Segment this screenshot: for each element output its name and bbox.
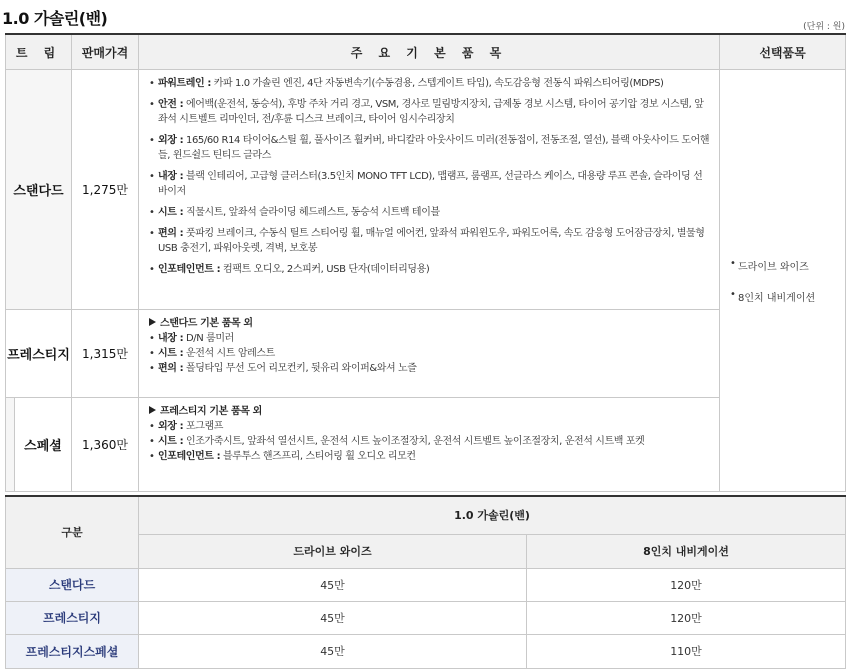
list-item: • 파워트레인 : 카파 1.0 가솔린 엔진, 4단 자동변속기(수동겸용, 스텝게이트 타입), 속도감응형 전동식 파워스티어링(MDPS) [149, 76, 711, 91]
header-items: 주 요 기 본 품 목 [139, 34, 720, 70]
trim-cell-special [6, 398, 72, 492]
option-item: • 드라이브 와이즈 [730, 258, 845, 273]
cell-value: 120만 [527, 568, 846, 601]
trim-name-standard: 스탠다드 [6, 70, 72, 310]
header-options: 선택품목 [720, 34, 846, 70]
list-item: • 안전 : 에어백(운전석, 동승석), 후방 주차 거리 경고, VSM, 경사로 밀림방지장치, 급제동 경보 시스템, 타이어 공기압 경보 시스템, 앞좌석 시트벨트 리마인더, 전/후륜 디스크 브레이크, 타이어 임시수리장치 [149, 97, 711, 127]
group-heading: 프레스티지 기본 품목 외 [149, 404, 711, 419]
header-engine-group: 1.0 가솔린(밴) [139, 496, 846, 534]
header-price: 판매가격 [72, 34, 139, 70]
items-standard [139, 70, 720, 310]
table-row [6, 634, 846, 668]
cell-value: 45만 [139, 568, 527, 601]
row-label: 프레스티지스페셜 [6, 634, 139, 668]
header-category: 구분 [6, 496, 139, 568]
items-prestige [139, 310, 720, 398]
cell-value: 45만 [139, 634, 527, 668]
items-special [139, 398, 720, 492]
table-row [6, 568, 846, 601]
list-item: • 내장 : D/N 룸미러 [149, 331, 711, 346]
header-navigation: 8인치 내비게이션 [527, 534, 846, 568]
list-item: • 내장 : 블랙 인테리어, 고급형 클러스터(3.5인치 MONO TFT LCD), 맵램프, 룸램프, 선글라스 케이스, 대용량 루프 콘솔, 슬라이딩 선바이저 [149, 169, 711, 199]
group-heading: 스탠다드 기본 품목 외 [149, 316, 711, 331]
price-special: 1,360만 [72, 398, 139, 492]
list-item: • 시트 : 직물시트, 앞좌석 슬라이딩 헤드레스트, 동승석 시트백 테이블 [149, 205, 711, 220]
list-item: • 인포테인먼트 : 블루투스 핸즈프리, 스티어링 휠 오디오 리모컨 [149, 449, 711, 464]
triangle-right-icon [149, 318, 156, 326]
price-prestige: 1,315만 [72, 310, 139, 398]
option-item: • 8인치 내비게이션 [730, 289, 845, 304]
options-cell [720, 70, 846, 492]
list-item: • 시트 : 인조가죽시트, 앞좌석 열선시트, 운전석 시트 높이조절장치, 운전석 시트벨트 높이조절장치, 운전석 시트백 포켓 [149, 434, 711, 449]
list-item: • 편의 : 풋파킹 브레이크, 수동식 틸트 스티어링 휠, 매뉴얼 에어컨, 앞좌석 파워윈도우, 파워도어록, 속도 감응형 도어잠금장치, 별물형 USB 충전기, 파워아웃렛, 격벽, 보호봉 [149, 226, 711, 256]
cell-value: 110만 [527, 634, 846, 668]
indent-bar [6, 398, 15, 491]
price-standard: 1,275만 [72, 70, 139, 310]
row-label: 프레스티지 [6, 601, 139, 634]
page-title: 1.0 가솔린(밴) [2, 9, 108, 28]
header-trim: 트 림 [6, 34, 72, 70]
cell-value: 45만 [139, 601, 527, 634]
table-row [6, 601, 846, 634]
row-label: 스탠다드 [6, 568, 139, 601]
list-item: • 인포테인먼트 : 컴팩트 오디오, 2스피커, USB 단자(데이터리딩용) [149, 262, 711, 277]
unit-note: (단위 : 원) [803, 22, 845, 32]
header-drive-wise: 드라이브 와이즈 [139, 534, 527, 568]
trim-name-special: 스페셜 [15, 398, 71, 491]
list-item: • 외장 : 포그램프 [149, 419, 711, 434]
option-price-table [5, 495, 846, 669]
trim-spec-table [5, 33, 846, 492]
cell-value: 120만 [527, 601, 846, 634]
list-item: • 외장 : 165/60 R14 타이어&스틸 휠, 풀사이즈 휠커버, 바디칼라 아웃사이드 미러(전동접이, 전동조절, 열선), 블랙 아웃사이드 도어핸들, 윈드쉴드 틴티드 글라스 [149, 133, 711, 163]
trim-name-prestige: 프레스티지 [6, 310, 72, 398]
triangle-right-icon [149, 406, 156, 414]
list-item: • 시트 : 운전석 시트 암레스트 [149, 346, 711, 361]
table-row-standard [6, 70, 846, 310]
list-item: • 편의 : 폴딩타입 무선 도어 리모컨키, 뒷유리 와이퍼&와셔 노즐 [149, 361, 711, 376]
